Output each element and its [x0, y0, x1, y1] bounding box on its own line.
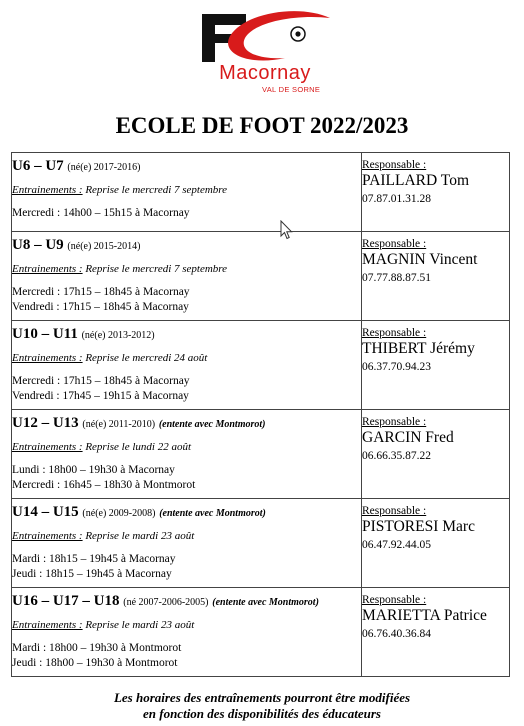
responsible-name: GARCIN Fred — [362, 429, 454, 446]
category-cell — [12, 588, 362, 677]
responsible-phone: 06.66.35.87.22 — [362, 450, 431, 462]
category-cell — [12, 232, 362, 321]
table-row — [12, 153, 510, 232]
training-label: Entrainements : — [12, 352, 83, 364]
logo-subtitle: VAL DE SORNE — [262, 85, 321, 94]
responsible-cell — [362, 588, 510, 677]
training-label: Entrainements : — [12, 530, 83, 542]
training-start — [12, 618, 361, 632]
category-header — [12, 325, 361, 345]
entente-note: (entente avec Montmorot) — [212, 597, 319, 608]
training-slot: Jeudi : 18h00 – 19h30 à Montmorot — [12, 657, 178, 669]
category-name: U10 – U11 — [12, 326, 78, 342]
training-start — [12, 351, 361, 365]
category-cell — [12, 321, 362, 410]
category-name: U8 – U9 — [12, 237, 64, 253]
responsible-cell — [362, 321, 510, 410]
training-slots — [12, 206, 361, 221]
logo-name: Macornay — [219, 62, 311, 84]
training-text: Reprise le mercredi 24 août — [85, 352, 208, 364]
responsible-label: Responsable : — [362, 594, 427, 606]
training-label: Entrainements : — [12, 619, 83, 631]
training-slot: Mercredi : 16h45 – 18h30 à Montmorot — [12, 479, 196, 491]
birth-years: (né(e) 2015-2014) — [67, 241, 141, 252]
training-slot: Jeudi : 18h15 – 19h45 à Macornay — [12, 568, 172, 580]
responsible-name: PISTORESI Marc — [362, 518, 475, 535]
table-row — [12, 499, 510, 588]
training-label: Entrainements : — [12, 263, 83, 275]
responsible-label: Responsable : — [362, 327, 427, 339]
footer-line-2: en fonction des disponibilités des éducateurs — [143, 706, 381, 721]
category-name: U12 – U13 — [12, 415, 79, 431]
category-cell — [12, 499, 362, 588]
training-start — [12, 183, 361, 197]
training-text: Reprise le lundi 22 août — [85, 441, 192, 453]
training-slots — [12, 463, 361, 493]
training-slots — [12, 552, 361, 582]
training-start — [12, 529, 361, 543]
entente-note: (entente avec Montmorot) — [159, 508, 266, 519]
training-label: Entrainements : — [12, 441, 83, 453]
training-text: Reprise le mardi 23 août — [85, 619, 195, 631]
responsible-label: Responsable : — [362, 416, 427, 428]
responsible-name: MAGNIN Vincent — [362, 251, 478, 268]
responsible-name: PAILLARD Tom — [362, 172, 470, 189]
schedule-table — [11, 152, 510, 677]
footer-line-1: Les horaires des entraînements pourront être modifiées — [113, 690, 411, 705]
training-slots — [12, 285, 361, 315]
responsible-phone: 07.87.01.31.28 — [362, 193, 431, 205]
category-header — [12, 236, 361, 256]
footer-note — [0, 690, 524, 722]
responsible-name: MARIETTA Patrice — [362, 607, 487, 624]
category-name: U16 – U17 – U18 — [12, 593, 120, 609]
category-cell — [12, 153, 362, 232]
training-text: Reprise le mercredi 7 septembre — [85, 263, 228, 275]
training-start — [12, 440, 361, 454]
responsible-cell — [362, 153, 510, 232]
responsible-phone: 06.37.70.94.23 — [362, 361, 431, 373]
responsible-name: THIBERT Jérémy — [362, 340, 475, 357]
category-cell — [12, 410, 362, 499]
training-slot: Vendredi : 17h45 – 19h15 à Macornay — [12, 390, 189, 402]
responsible-cell — [362, 410, 510, 499]
training-slot: Mercredi : 17h15 – 18h45 à Macornay — [12, 375, 190, 387]
category-header — [12, 414, 361, 434]
mouse-cursor-icon — [280, 220, 294, 240]
category-name: U6 – U7 — [12, 158, 64, 174]
training-slot: Vendredi : 17h15 – 18h45 à Macornay — [12, 301, 189, 313]
entente-note: (entente avec Montmorot) — [158, 419, 266, 430]
birth-years: (né(e) 2011-2010) — [82, 419, 156, 430]
table-row — [12, 588, 510, 677]
responsible-cell — [362, 232, 510, 321]
table-row — [12, 232, 510, 321]
category-header — [12, 157, 361, 177]
responsible-phone: 06.47.92.44.05 — [362, 539, 431, 551]
birth-years: (né 2007-2006-2005) — [123, 597, 209, 608]
responsible-cell — [362, 499, 510, 588]
training-slot: Mardi : 18h15 – 19h45 à Macornay — [12, 553, 176, 565]
training-slots — [12, 374, 361, 404]
logo-f-top — [202, 14, 246, 25]
birth-years: (né(e) 2009-2008) — [82, 508, 156, 519]
table-row — [12, 321, 510, 410]
page-title: ECOLE DE FOOT 2022/2023 — [115, 113, 409, 138]
training-text: Reprise le mercredi 7 septembre — [85, 184, 228, 196]
birth-years: (né(e) 2013-2012) — [81, 330, 155, 341]
training-slot: Lundi : 18h00 – 19h30 à Macornay — [12, 464, 175, 476]
responsible-label: Responsable : — [362, 159, 427, 171]
responsible-phone: 06.76.40.36.84 — [362, 628, 431, 640]
training-label: Entrainements : — [12, 184, 83, 196]
training-start — [12, 262, 361, 276]
birth-years: (né(e) 2017-2016) — [67, 162, 141, 173]
training-slot: Mercredi : 17h15 – 18h45 à Macornay — [12, 286, 190, 298]
category-header — [12, 592, 361, 612]
responsible-label: Responsable : — [362, 505, 427, 517]
training-slot: Mercredi : 14h00 – 15h15 à Macornay — [12, 207, 190, 219]
category-name: U14 – U15 — [12, 504, 79, 520]
training-slot: Mardi : 18h00 – 19h30 à Montmorot — [12, 642, 182, 654]
category-header — [12, 503, 361, 523]
training-text: Reprise le mardi 23 août — [85, 530, 195, 542]
training-slots — [12, 641, 361, 671]
responsible-label: Responsable : — [362, 238, 427, 250]
responsible-phone: 07.77.88.87.51 — [362, 272, 431, 284]
table-row — [12, 410, 510, 499]
